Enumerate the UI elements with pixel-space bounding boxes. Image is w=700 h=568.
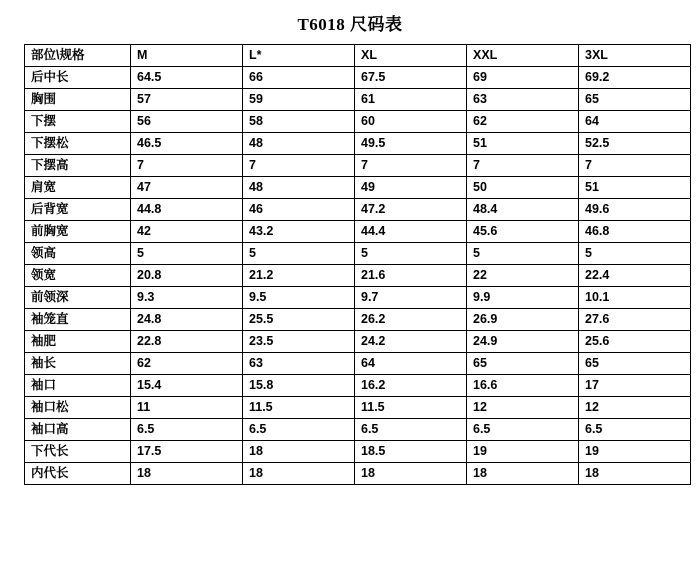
cell-m: 15.4: [131, 375, 243, 397]
cell-l: 23.5: [243, 331, 355, 353]
cell-xxl: 16.6: [467, 375, 579, 397]
row-label: 后背宽: [25, 199, 131, 221]
column-header-l: L*: [243, 45, 355, 67]
row-label: 下摆: [25, 111, 131, 133]
table-row: [25, 419, 691, 441]
cell-xl: 18.5: [355, 441, 467, 463]
cell-m: 11: [131, 397, 243, 419]
cell-xxl: 19: [467, 441, 579, 463]
cell-xl: 49.5: [355, 133, 467, 155]
cell-l: 21.2: [243, 265, 355, 287]
cell-xl: 7: [355, 155, 467, 177]
column-header-xxl: XXL: [467, 45, 579, 67]
cell-l: 6.5: [243, 419, 355, 441]
table-row: [25, 111, 691, 133]
cell-3xl: 65: [579, 89, 691, 111]
cell-m: 20.8: [131, 265, 243, 287]
row-label: 袖口: [25, 375, 131, 397]
row-label: 内代长: [25, 463, 131, 485]
cell-xl: 64: [355, 353, 467, 375]
row-label: 袖口高: [25, 419, 131, 441]
cell-m: 9.3: [131, 287, 243, 309]
row-label: 下摆松: [25, 133, 131, 155]
cell-m: 62: [131, 353, 243, 375]
cell-3xl: 51: [579, 177, 691, 199]
cell-xxl: 9.9: [467, 287, 579, 309]
cell-l: 48: [243, 177, 355, 199]
table-row: [25, 331, 691, 353]
table-row: [25, 309, 691, 331]
cell-xl: 11.5: [355, 397, 467, 419]
cell-3xl: 27.6: [579, 309, 691, 331]
cell-l: 18: [243, 463, 355, 485]
cell-xxl: 51: [467, 133, 579, 155]
cell-3xl: 25.6: [579, 331, 691, 353]
row-label: 领高: [25, 243, 131, 265]
cell-3xl: 22.4: [579, 265, 691, 287]
table-row: [25, 221, 691, 243]
cell-l: 46: [243, 199, 355, 221]
row-label: 前胸宽: [25, 221, 131, 243]
cell-xxl: 7: [467, 155, 579, 177]
cell-xxl: 45.6: [467, 221, 579, 243]
table-row: [25, 397, 691, 419]
table-header: [25, 45, 691, 67]
cell-l: 7: [243, 155, 355, 177]
cell-xxl: 18: [467, 463, 579, 485]
cell-l: 58: [243, 111, 355, 133]
cell-xl: 67.5: [355, 67, 467, 89]
row-label: 下摆高: [25, 155, 131, 177]
row-label: 袖肥: [25, 331, 131, 353]
table-row: [25, 441, 691, 463]
cell-xl: 24.2: [355, 331, 467, 353]
cell-xxl: 26.9: [467, 309, 579, 331]
cell-xxl: 62: [467, 111, 579, 133]
column-header-measure: 部位\规格: [25, 45, 131, 67]
cell-xl: 21.6: [355, 265, 467, 287]
page-title: T6018 尺码表: [297, 15, 403, 34]
cell-m: 6.5: [131, 419, 243, 441]
cell-3xl: 46.8: [579, 221, 691, 243]
cell-xxl: 48.4: [467, 199, 579, 221]
cell-m: 24.8: [131, 309, 243, 331]
table-row: [25, 243, 691, 265]
cell-3xl: 18: [579, 463, 691, 485]
cell-l: 43.2: [243, 221, 355, 243]
cell-xl: 18: [355, 463, 467, 485]
row-label: 袖口松: [25, 397, 131, 419]
cell-l: 59: [243, 89, 355, 111]
row-label: 后中长: [25, 67, 131, 89]
row-label: 袖长: [25, 353, 131, 375]
cell-xxl: 65: [467, 353, 579, 375]
row-label: 前领深: [25, 287, 131, 309]
cell-3xl: 69.2: [579, 67, 691, 89]
table-row: [25, 265, 691, 287]
cell-xxl: 22: [467, 265, 579, 287]
cell-m: 64.5: [131, 67, 243, 89]
cell-3xl: 64: [579, 111, 691, 133]
row-label: 肩宽: [25, 177, 131, 199]
cell-xl: 47.2: [355, 199, 467, 221]
table-row: [25, 155, 691, 177]
row-label: 领宽: [25, 265, 131, 287]
cell-3xl: 6.5: [579, 419, 691, 441]
cell-xxl: 5: [467, 243, 579, 265]
size-table-container: [0, 44, 700, 485]
cell-l: 25.5: [243, 309, 355, 331]
cell-l: 9.5: [243, 287, 355, 309]
cell-3xl: 65: [579, 353, 691, 375]
cell-3xl: 5: [579, 243, 691, 265]
row-label: 胸围: [25, 89, 131, 111]
column-header-3xl: 3XL: [579, 45, 691, 67]
table-header-row: [25, 45, 691, 67]
cell-xxl: 50: [467, 177, 579, 199]
cell-m: 7: [131, 155, 243, 177]
row-label: 袖笼直: [25, 309, 131, 331]
cell-3xl: 19: [579, 441, 691, 463]
table-row: [25, 375, 691, 397]
cell-l: 5: [243, 243, 355, 265]
cell-l: 63: [243, 353, 355, 375]
cell-xxl: 6.5: [467, 419, 579, 441]
cell-xl: 5: [355, 243, 467, 265]
cell-3xl: 12: [579, 397, 691, 419]
cell-xl: 61: [355, 89, 467, 111]
cell-xxl: 12: [467, 397, 579, 419]
cell-xl: 6.5: [355, 419, 467, 441]
row-label: 下代长: [25, 441, 131, 463]
table-row: [25, 177, 691, 199]
cell-l: 15.8: [243, 375, 355, 397]
table-row: [25, 353, 691, 375]
cell-3xl: 52.5: [579, 133, 691, 155]
table-row: [25, 287, 691, 309]
cell-xxl: 69: [467, 67, 579, 89]
table-row: [25, 199, 691, 221]
cell-3xl: 49.6: [579, 199, 691, 221]
table-body: [25, 67, 691, 485]
cell-xl: 16.2: [355, 375, 467, 397]
cell-m: 22.8: [131, 331, 243, 353]
column-header-xl: XL: [355, 45, 467, 67]
cell-xxl: 24.9: [467, 331, 579, 353]
table-row: [25, 89, 691, 111]
cell-xl: 49: [355, 177, 467, 199]
cell-m: 56: [131, 111, 243, 133]
cell-3xl: 7: [579, 155, 691, 177]
cell-m: 44.8: [131, 199, 243, 221]
table-row: [25, 133, 691, 155]
cell-l: 18: [243, 441, 355, 463]
table-row: [25, 463, 691, 485]
cell-m: 42: [131, 221, 243, 243]
cell-xl: 60: [355, 111, 467, 133]
cell-xl: 9.7: [355, 287, 467, 309]
cell-l: 48: [243, 133, 355, 155]
cell-m: 47: [131, 177, 243, 199]
size-chart-table: [24, 44, 691, 485]
cell-m: 17.5: [131, 441, 243, 463]
cell-m: 57: [131, 89, 243, 111]
cell-m: 5: [131, 243, 243, 265]
cell-3xl: 17: [579, 375, 691, 397]
cell-xl: 44.4: [355, 221, 467, 243]
cell-xl: 26.2: [355, 309, 467, 331]
table-row: [25, 67, 691, 89]
cell-xxl: 63: [467, 89, 579, 111]
cell-m: 46.5: [131, 133, 243, 155]
cell-l: 11.5: [243, 397, 355, 419]
column-header-m: M: [131, 45, 243, 67]
cell-m: 18: [131, 463, 243, 485]
cell-3xl: 10.1: [579, 287, 691, 309]
cell-l: 66: [243, 67, 355, 89]
